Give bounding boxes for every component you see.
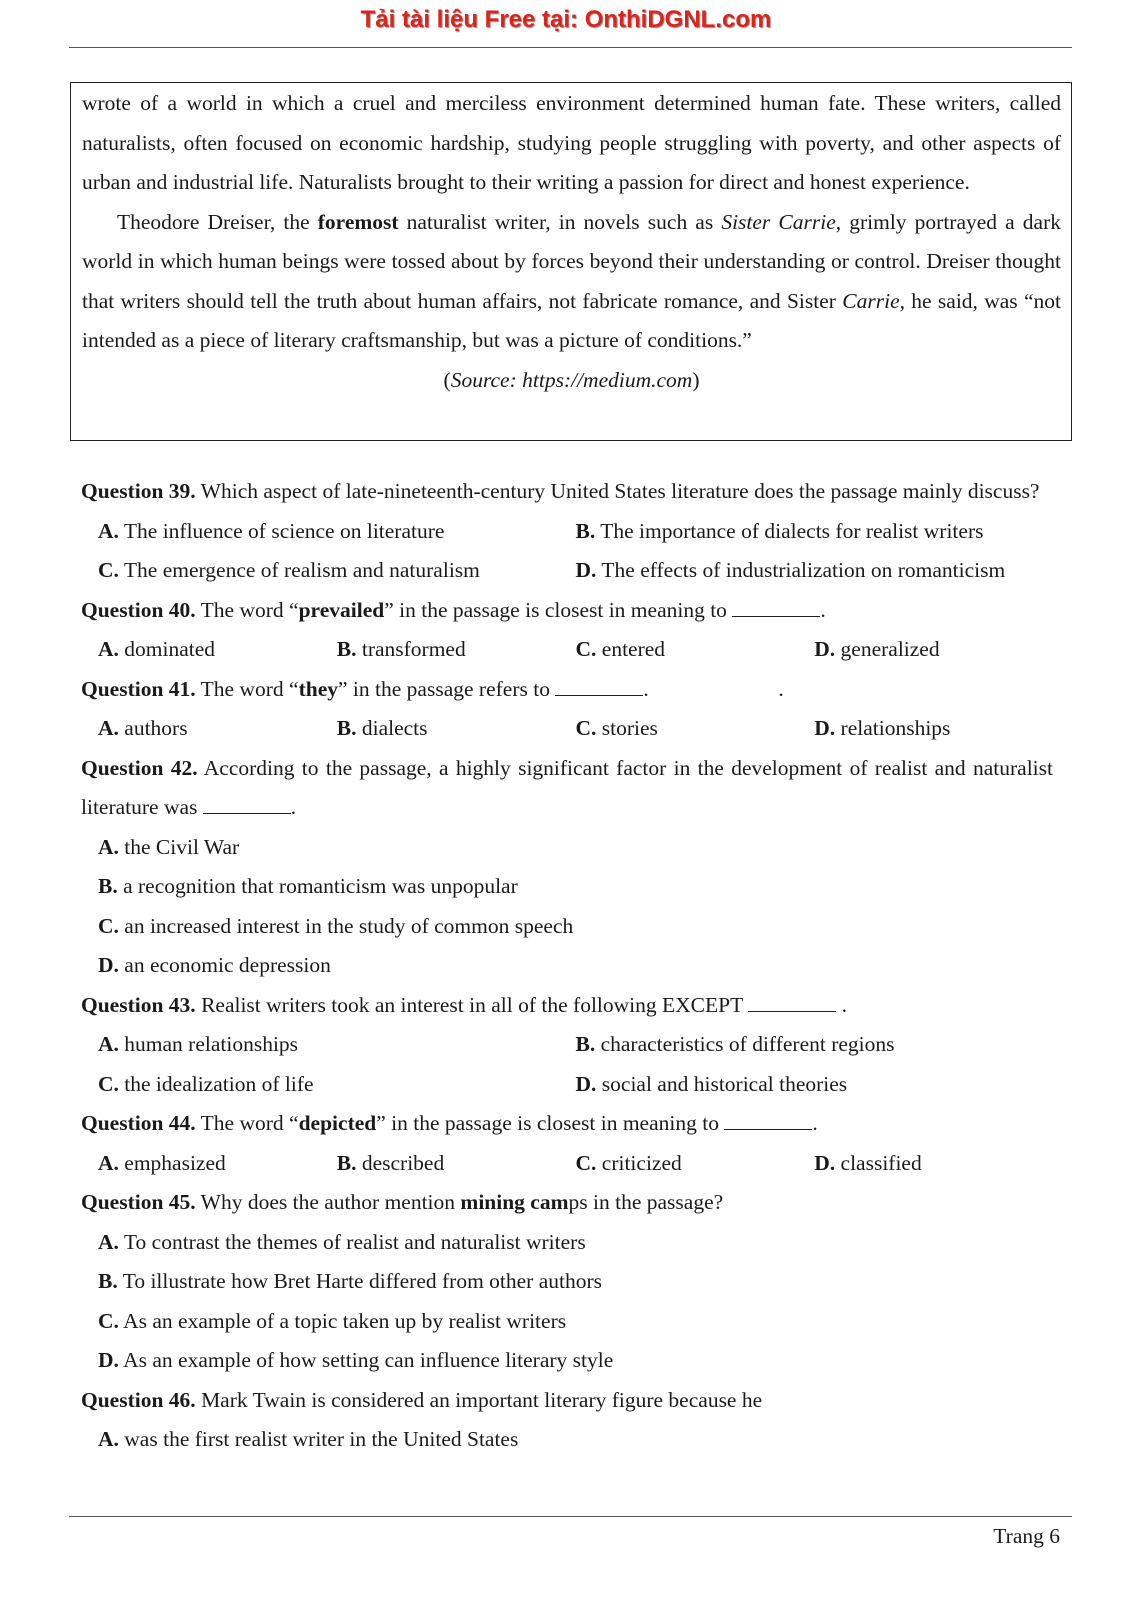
option-label: A. (98, 637, 119, 661)
option-label: C. (98, 1071, 119, 1096)
option-d[interactable] (814, 709, 1053, 749)
highlighted-phrase: mining cam (460, 1190, 569, 1214)
options-row (81, 551, 1053, 591)
option-c[interactable] (98, 1065, 576, 1105)
options-row (81, 1144, 1053, 1184)
option-label: A. (98, 1032, 119, 1056)
question-40 (81, 591, 1053, 631)
highlighted-word: they (298, 676, 339, 701)
answer-blank (555, 673, 643, 696)
question-number: Question 40. (81, 597, 196, 622)
option-b[interactable] (81, 867, 1053, 907)
passage-text: Theodore Dreiser, the (117, 209, 318, 234)
question-number: Question 46. (81, 1387, 196, 1412)
answer-blank (203, 791, 291, 814)
option-label: A. (98, 518, 119, 543)
option-a[interactable] (81, 1223, 1053, 1263)
option-d[interactable] (814, 630, 1053, 670)
option-label: C. (98, 1308, 119, 1333)
book-title: Carrie (842, 288, 900, 313)
question-42 (81, 749, 1053, 828)
answer-blank (748, 989, 836, 1012)
question-text: The word “ (195, 597, 299, 622)
header-divider (69, 47, 1072, 48)
option-label: C. (575, 716, 597, 740)
option-a[interactable] (98, 1025, 576, 1065)
option-text: To contrast the themes of realist and naturalist writers (118, 1229, 586, 1254)
option-label: C. (575, 637, 597, 661)
question-text: . (820, 597, 826, 622)
option-label: B. (98, 1269, 118, 1293)
option-label: A. (98, 1427, 119, 1451)
question-text: . (836, 992, 847, 1017)
question-number: Question 44. (81, 1111, 196, 1135)
option-a[interactable] (98, 709, 337, 749)
option-d[interactable] (81, 1341, 1053, 1381)
option-text: authors (118, 716, 188, 740)
option-c[interactable] (81, 907, 1053, 947)
option-label: D. (814, 716, 836, 740)
question-text: According to the passage, a highly significant factor in the development of realist and naturalist literature was (81, 755, 1053, 819)
option-label: A. (98, 1229, 119, 1254)
option-text: The emergence of realism and naturalism (118, 558, 480, 582)
option-text: a recognition that romanticism was unpopular (117, 874, 518, 898)
option-text: To illustrate how Bret Harte differed from other authors (117, 1269, 603, 1293)
option-text: relationships (835, 716, 951, 740)
options-row (81, 1025, 1053, 1065)
option-text: As an example of how setting can influence literary style (118, 1348, 614, 1372)
question-text: ” in the passage is closest in meaning to (376, 1111, 725, 1135)
question-text: Which aspect of late-nineteenth-century United States literature does the passage mainly discuss? (195, 479, 1040, 503)
option-label: A. (98, 834, 119, 859)
question-number: Question 41. (81, 676, 196, 701)
question-text: . (290, 795, 297, 819)
question-number: Question 43. (81, 992, 196, 1017)
option-label: B. (575, 1032, 596, 1056)
option-text: generalized (835, 637, 940, 661)
option-text: criticized (596, 1150, 682, 1175)
option-label: C. (98, 558, 119, 582)
question-number: Question 42. (81, 755, 198, 780)
option-label: B. (336, 716, 357, 740)
option-b[interactable] (337, 1144, 576, 1184)
option-label: D. (575, 1071, 597, 1096)
option-label: A. (98, 1150, 119, 1175)
option-d[interactable] (814, 1144, 1053, 1184)
passage-text: naturalist writer, in novels such as (398, 209, 722, 234)
option-text: characteristics of different regions (595, 1032, 895, 1056)
option-text: social and historical theories (596, 1071, 848, 1096)
option-c[interactable] (98, 551, 576, 591)
option-text: transformed (356, 637, 466, 661)
option-text: stories (596, 716, 658, 740)
option-text: described (356, 1150, 445, 1175)
option-a[interactable] (98, 1144, 337, 1184)
question-text: ps in the passage? (568, 1190, 724, 1214)
option-text: classified (835, 1150, 922, 1175)
option-label: D. (98, 953, 119, 977)
passage-text: , grimly portrayed a dark world in which human beings were tossed about by forces beyond their understanding or control. Dreiser thought that writers should tell the truth about human affairs, not fabricate romance, and Sister (82, 209, 1061, 313)
option-text: The influence of science on literature (118, 518, 445, 543)
option-d[interactable] (81, 946, 1053, 986)
question-number: Question 39. (81, 479, 196, 503)
option-a[interactable] (81, 1420, 1053, 1460)
option-label: B. (336, 1150, 357, 1175)
option-label: D. (814, 1150, 836, 1175)
option-b[interactable] (576, 1025, 1054, 1065)
question-text: ” in the passage is closest in meaning to (384, 597, 733, 622)
option-text: emphasized (118, 1150, 226, 1175)
question-text: The word “ (195, 1111, 299, 1135)
option-a[interactable] (98, 630, 337, 670)
question-text: Why does the author mention (195, 1190, 461, 1214)
reading-passage-box (70, 82, 1072, 441)
option-b[interactable] (81, 1262, 1053, 1302)
question-text: The word “ (195, 676, 299, 701)
options-row (81, 1065, 1053, 1105)
question-41 (81, 670, 1053, 710)
option-text: the Civil War (118, 834, 240, 859)
answer-blank (724, 1107, 812, 1130)
option-label: B. (336, 637, 357, 661)
question-43 (81, 986, 1053, 1026)
stray-period: . (778, 676, 784, 701)
source-paren: ) (692, 367, 700, 392)
option-label: C. (98, 913, 119, 938)
highlighted-word: depicted (298, 1111, 377, 1135)
option-a[interactable] (98, 512, 576, 552)
option-b[interactable] (337, 709, 576, 749)
option-label: D. (814, 637, 836, 661)
page-number: Trang 6 (993, 1524, 1060, 1548)
option-text: the idealization of life (118, 1071, 314, 1096)
question-text: . (643, 676, 649, 701)
option-label: B. (575, 518, 596, 543)
option-a[interactable] (81, 828, 1053, 868)
option-label: B. (98, 874, 118, 898)
highlighted-word: prevailed (298, 597, 385, 622)
question-text: . (812, 1111, 818, 1135)
option-text: was the first realist writer in the United States (118, 1427, 519, 1451)
option-text: an increased interest in the study of common speech (118, 913, 574, 938)
book-title: Sister Carrie (721, 209, 836, 234)
answer-blank (732, 594, 820, 617)
question-text: ” in the passage refers to (338, 676, 556, 701)
question-39 (81, 472, 1053, 512)
question-text: Mark Twain is considered an important literary figure because he (195, 1387, 763, 1412)
source-paren: ( (443, 367, 451, 392)
option-text: entered (596, 637, 666, 661)
highlighted-word-foremost: foremost (317, 209, 399, 234)
option-d[interactable] (576, 551, 1054, 591)
option-text: dialects (356, 716, 428, 740)
question-list (81, 472, 1053, 1460)
question-45 (81, 1183, 1053, 1223)
passage-text: , he said, was “not intended as a piece of literary craftsmanship, but was a picture of conditions.” (82, 288, 1061, 352)
option-text: The importance of dialects for realist writers (595, 518, 984, 543)
option-label: C. (575, 1150, 597, 1175)
options-row (81, 709, 1053, 749)
option-label: A. (98, 716, 119, 740)
question-44 (81, 1104, 1053, 1144)
option-text: human relationships (118, 1032, 299, 1056)
options-row (81, 512, 1053, 552)
footer-divider (69, 1516, 1072, 1517)
options-row (81, 630, 1053, 670)
source-citation: Source: https://medium.com (450, 367, 693, 392)
option-label: D. (98, 1348, 119, 1372)
site-banner[interactable]: Tải tài liệu Free tại: OnthiDGNL.com (360, 6, 772, 33)
question-46 (81, 1381, 1053, 1421)
question-text: Realist writers took an interest in all of the following EXCEPT (195, 992, 749, 1017)
option-c[interactable] (81, 1302, 1053, 1342)
option-b[interactable] (576, 512, 1054, 552)
option-d[interactable] (576, 1065, 1054, 1105)
passage-paragraph-2 (82, 203, 1061, 361)
passage-source (82, 361, 1061, 401)
option-text: an economic depression (118, 953, 331, 977)
option-b[interactable] (337, 630, 576, 670)
question-number: Question 45. (81, 1190, 196, 1214)
option-c[interactable] (576, 709, 815, 749)
option-label: D. (575, 558, 597, 582)
option-c[interactable] (576, 1144, 815, 1184)
option-text: As an example of a topic taken up by realist writers (118, 1308, 567, 1333)
passage-paragraph-1: wrote of a world in which a cruel and merciless environment determined human fate. These writers, called naturalists, often focused on economic hardship, studying people struggling with poverty, and other aspects of urban and industrial life. Naturalists brought to their writing a passion for direct and honest experience. (82, 91, 1061, 194)
option-c[interactable] (576, 630, 815, 670)
option-text: The effects of industrialization on romanticism (596, 558, 1006, 582)
option-text: dominated (118, 637, 216, 661)
